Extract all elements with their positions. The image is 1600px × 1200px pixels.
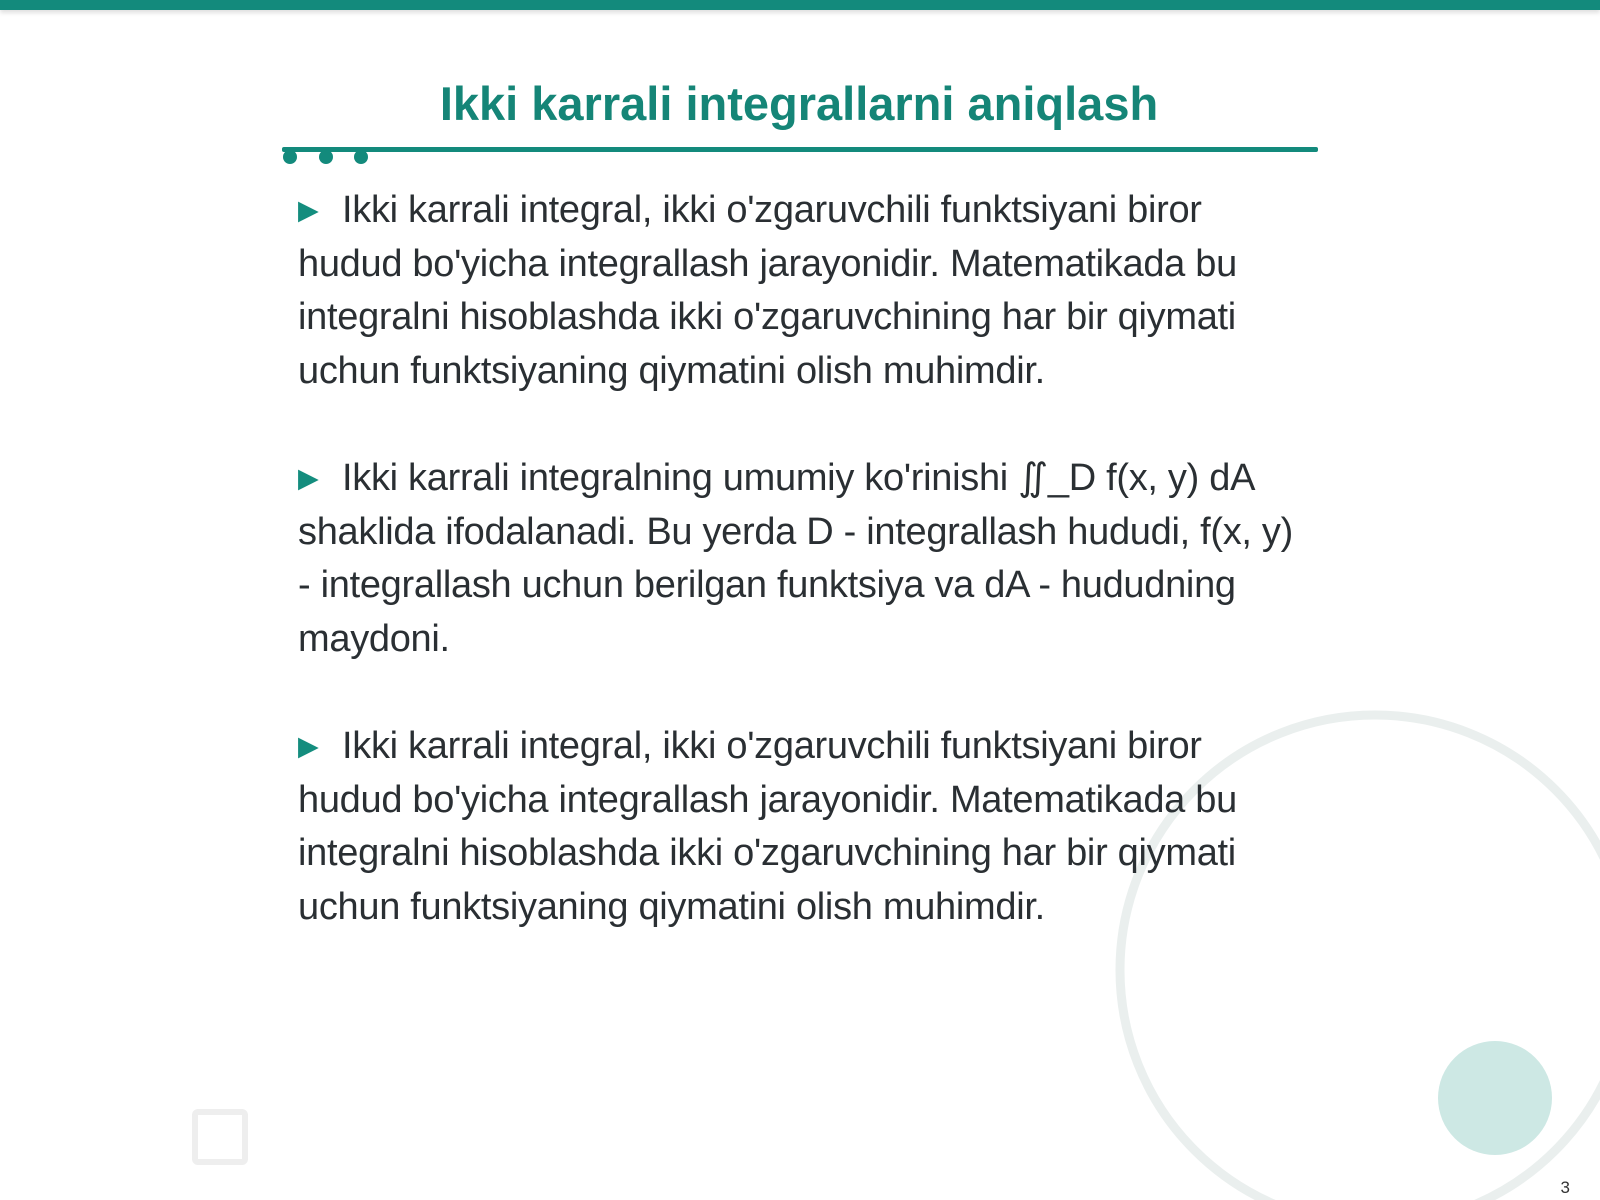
title-underline <box>282 147 1318 152</box>
underline-dot <box>319 150 333 164</box>
triangle-right-icon: ▶ <box>298 463 319 493</box>
top-accent-bar <box>0 0 1600 10</box>
bullet-list <box>298 184 1308 988</box>
teal-dot-decoration <box>1438 1041 1552 1155</box>
underline-dot <box>354 150 368 164</box>
underline-dot <box>283 150 297 164</box>
bullet-item <box>298 720 1308 934</box>
bullet-item <box>298 184 1308 398</box>
triangle-right-icon: ▶ <box>298 731 319 761</box>
bullet-text: Ikki karrali integral, ikki o'zgaruvchili funktsiyani biror hudud bo'yicha integrallash jarayonidir. Matematikada bu integralni hisoblashda ikki o'zgaruvchining har bir qiymati uchun funktsiyaning qiymatini olish muhimdir. <box>298 189 1237 392</box>
slide-number: 3 <box>1560 1178 1570 1197</box>
triangle-right-icon: ▶ <box>298 195 319 225</box>
bullet-text: Ikki karrali integral, ikki o'zgaruvchili funktsiyani biror hudud bo'yicha integrallash jarayonidir. Matematikada bu integralni hisoblashda ikki o'zgaruvchining har bir qiymati uchun funktsiyaning qiymatini olish muhimdir. <box>298 725 1237 928</box>
bullet-text: Ikki karrali integralning umumiy ko'rinishi ∬_D f(x, y) dA shaklida ifodalanadi. Bu yerda D - integrallash hududi, f(x, y) - integrallash uchun berilgan funktsiya va dA - hududning maydoni. <box>298 457 1293 660</box>
bullet-item <box>298 452 1308 666</box>
square-outline-decoration <box>195 1112 245 1162</box>
slide-title: Ikki karrali integrallarni aniqlash <box>439 77 1159 130</box>
